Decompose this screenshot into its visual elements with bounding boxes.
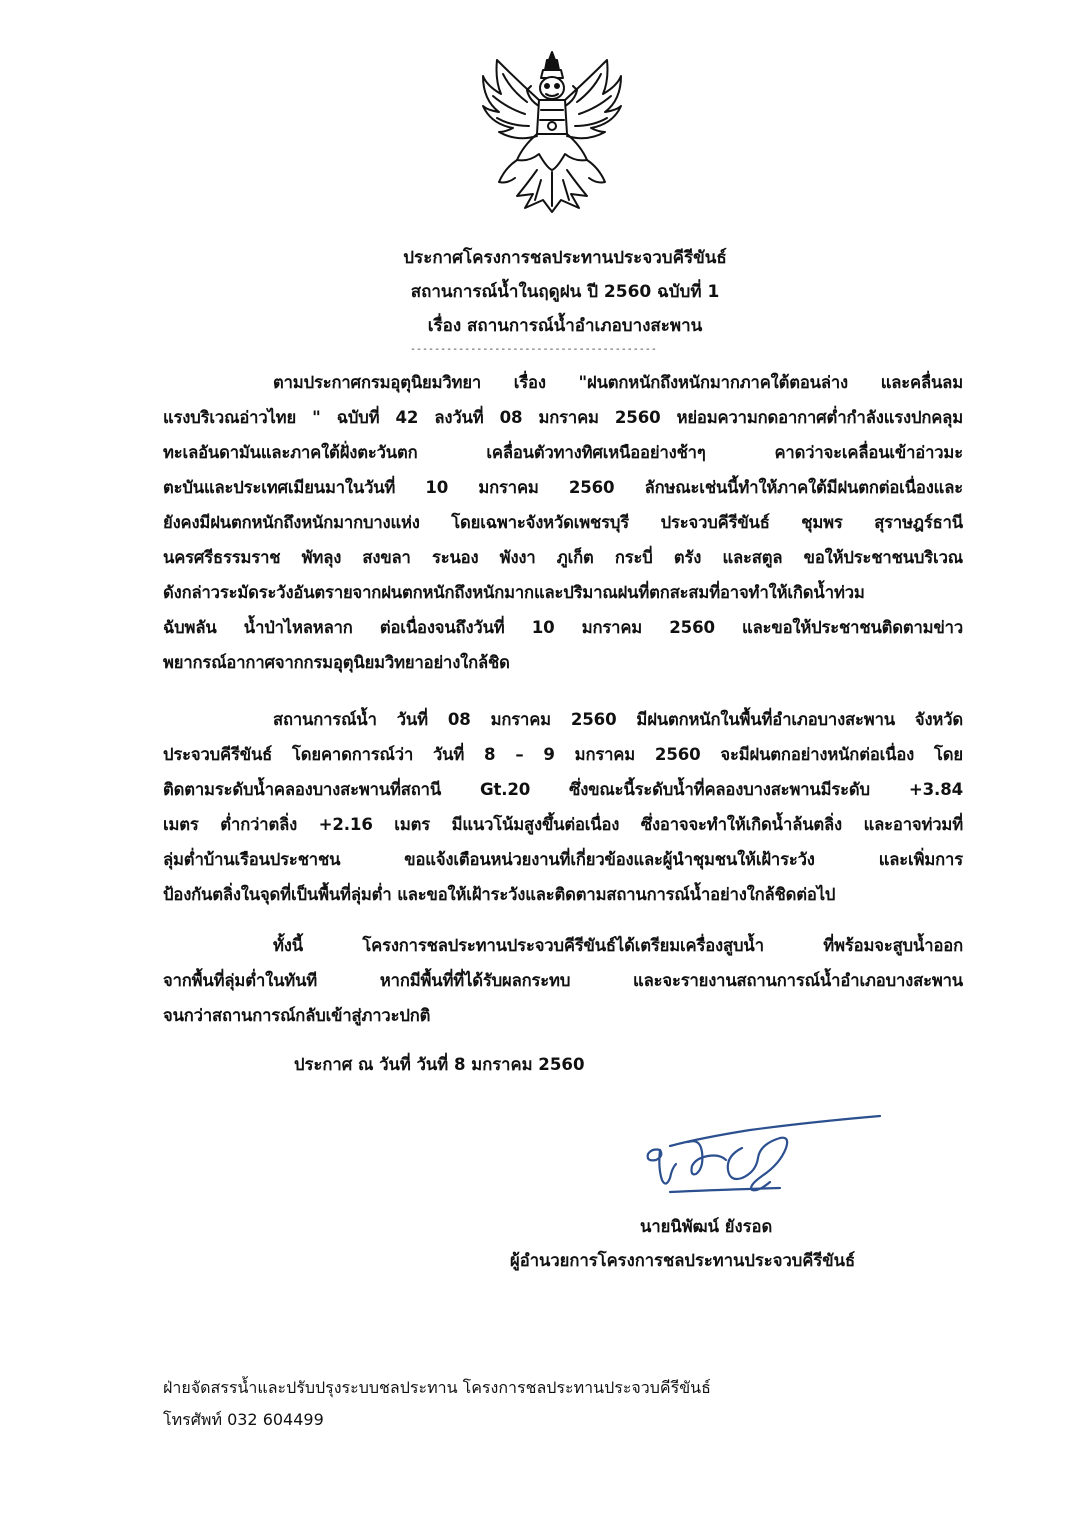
- paragraph-2-line: ติดตามระดับน้ำคลองบางสะพานที่สถานี Gt.20 ซึ่งขณะนี้ระดับน้ำที่คลองบางสะพานมีระดับ +3.84: [163, 780, 963, 799]
- signer-title: ผู้อำนวยการโครงการชลประทานประจวบคีรีขันธ์: [510, 1251, 856, 1270]
- paragraph-1-line: ทะเลอันดามันและภาคใต้ฝั่งตะวันตก เคลื่อนตัวทางทิศเหนืออย่างช้าๆ คาดว่าจะเคลื่อนเข้าอ่าวมะ: [163, 443, 963, 462]
- paragraph-3-line: จากพื้นที่ลุ่มต่ำในทันที หากมีพื้นที่ที่ได้รับผลกระทบ และจะรายงานสถานการณ์น้ำอำเภอบางสะพาน: [163, 971, 963, 990]
- header-line-3: เรื่อง สถานการณ์น้ำอำเภอบางสะพาน: [427, 316, 703, 336]
- header-separator: -----------------------------------------: [410, 344, 657, 355]
- paragraph-2-line: สถานการณ์น้ำ วันที่ 08 มกราคม 2560 มีฝนตกหนักในพื้นที่อำเภอบางสะพาน จังหวัด: [273, 710, 963, 729]
- paragraph-2-line: ลุ่มต่ำบ้านเรือนประชาชน ขอแจ้งเตือนหน่วยงานที่เกี่ยวข้องและผู้นำชุมชนให้เฝ้าระวัง และเพิ่มการ: [163, 850, 963, 869]
- handwritten-signature: [630, 1108, 890, 1208]
- paragraph-2-line: เมตร ต่ำกว่าตลิ่ง +2.16 เมตร มีแนวโน้มสูงขึ้นต่อเนื่อง ซึ่งอาจจะทำให้เกิดน้ำล้นตลิ่ง และอาจท่วมที่: [163, 815, 963, 834]
- header-line-1: ประกาศโครงการชลประทานประจวบคีรีขันธ์: [403, 248, 727, 268]
- footer-phone: โทรศัพท์ 032 604499: [163, 1410, 324, 1429]
- paragraph-1-line: ตามประกาศกรมอุตุนิยมวิทยา เรื่อง "ฝนตกหนักถึงหนักมากภาคใต้ตอนล่าง และคลื่นลม: [273, 373, 963, 392]
- paragraph-1-line: ดังกล่าวระมัดระวังอันตรายจากฝนตกหนักถึงหนักมากและปริมาณฝนที่ตกสะสมที่อาจทำให้เกิดน้ำท่วม: [163, 583, 865, 602]
- paragraph-1-line: ฉับพลัน น้ำป่าไหลหลาก ต่อเนื่องจนถึงวันที่ 10 มกราคม 2560 และขอให้ประชาชนติดตามข่าว: [163, 618, 963, 637]
- paragraph-1-line: ตะบันและประเทศเมียนมาในวันที่ 10 มกราคม 2560 ลักษณะเช่นนี้ทำให้ภาคใต้มีฝนตกต่อเนื่องและ: [163, 478, 963, 497]
- header-line-2: สถานการณ์น้ำในฤดูฝน ปี 2560 ฉบับที่ 1: [410, 282, 720, 302]
- paragraph-3-line: จนกว่าสถานการณ์กลับเข้าสู่ภาวะปกติ: [163, 1006, 431, 1025]
- paragraph-2-line: ป้องกันตลิ่งในจุดที่เป็นพื้นที่ลุ่มต่ำ และขอให้เฝ้าระวังและติดตามสถานการณ์น้ำอย่างใกล้ชิดต่อไป: [163, 885, 836, 904]
- footer-department: ฝ่ายจัดสรรน้ำและปรับปรุงระบบชลประทาน โครงการชลประทานประจวบคีรีขันธ์: [163, 1378, 711, 1397]
- garuda-emblem-icon: [477, 50, 627, 215]
- paragraph-3-line: ทั้งนี้ โครงการชลประทานประจวบคีรีขันธ์ได้เตรียมเครื่องสูบน้ำ ที่พร้อมจะสูบน้ำออก: [273, 936, 963, 955]
- paragraph-1-line: นครศรีธรรมราช พัทลุง สงขลา ระนอง พังงา ภูเก็ต กระบี่ ตรัง และสตูล ขอให้ประชาชนบริเวณ: [163, 548, 963, 567]
- paragraph-2-line: ประจวบคีรีขันธ์ โดยคาดการณ์ว่า วันที่ 8 – 9 มกราคม 2560 จะมีฝนตกอย่างหนักต่อเนื่อง โดย: [163, 745, 963, 764]
- announcement-date: ประกาศ ณ วันที่ วันที่ 8 มกราคม 2560: [294, 1055, 585, 1074]
- paragraph-1-line: พยากรณ์อากาศจากกรมอุตุนิยมวิทยาอย่างใกล้ชิด: [163, 653, 510, 672]
- paragraph-1-line: ยังคงมีฝนตกหนักถึงหนักมากบางแห่ง โดยเฉพาะจังหวัดเพชรบุรี ประจวบคีรีขันธ์ ชุมพร สุราษฎร์ธานี: [163, 513, 963, 532]
- paragraph-1-line: แรงบริเวณอ่าวไทย " ฉบับที่ 42 ลงวันที่ 08 มกราคม 2560 หย่อมความกดอากาศต่ำกำลังแรงปกคลุม: [163, 408, 963, 427]
- signer-name: นายนิพัฒน์ ยังรอด: [640, 1217, 773, 1236]
